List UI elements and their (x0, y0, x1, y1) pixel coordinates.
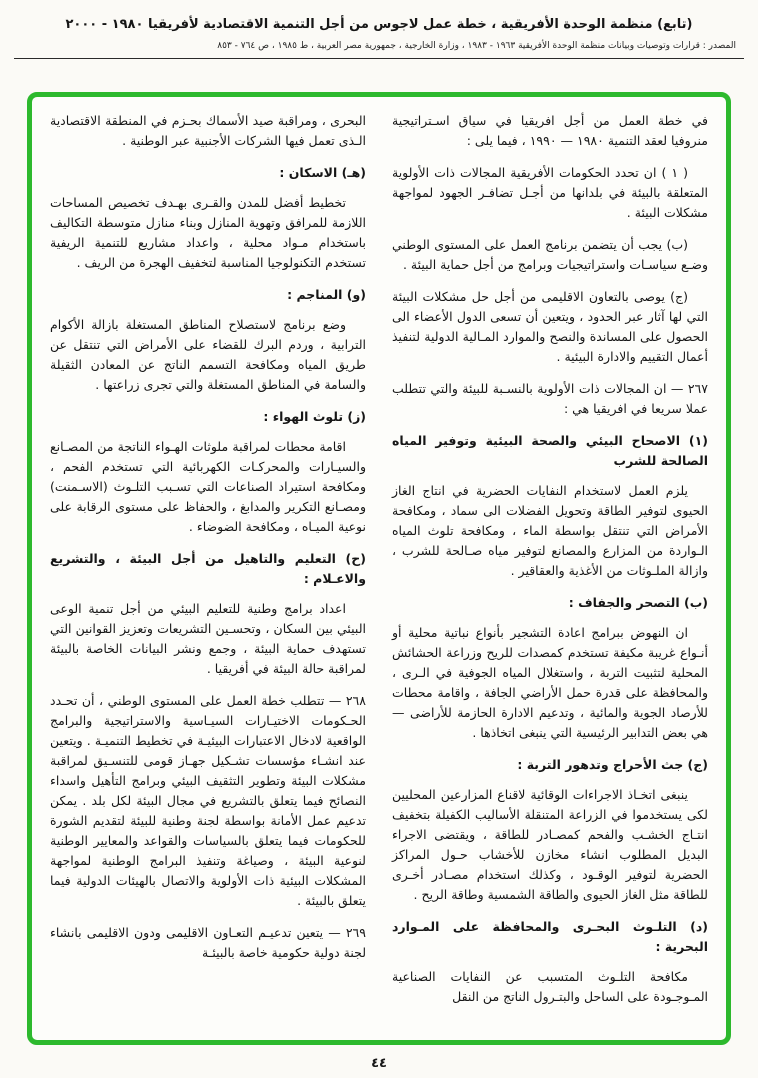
content-frame (27, 92, 731, 1045)
paragraph: تخطيط أفضل للمدن والقـرى بهـدف تخصيص المساحات اللازمة للمرافق وتهوية المنازل وبناء منازل متوسطة التكاليف باستخدام مـواد محلية ، واعداد مشاريع للتنمية الريفية تستخدم التكنولوجيا المناسبة لتخفيف الهجرة من الريف . (50, 195, 366, 270)
header-divider (14, 58, 744, 59)
section-heading: (١) الاصحاح البيئي والصحة البيئية وتوفير المياه الصالحة للشرب (392, 433, 708, 468)
section-heading: (د) التلـوث البحـرى والمحافظة على المـوارد البحرية : (392, 919, 708, 954)
paragraph: في خطة العمل من أجل افريقيا في سياق اسـتراتيجية منروفيا لعقد التنمية ١٩٨٠ — ١٩٩٠ ، فيما يلى : (392, 113, 708, 148)
paragraph: (ب) يجب أن يتضمن برنامج العمل على المستوى الوطني وضـع سياسـات واستراتيجيات وبرامج من أجل حماية البيئة . (392, 237, 708, 272)
page-header (0, 0, 758, 59)
paragraph: ( ١ ) ان تحدد الحكومات الأفريقية المجالات ذات الأولوية المتعلقة بالبيئة في بلدانها من أجـل تضافـر الجهود لمواجهة مشكلات البيئة . (392, 165, 708, 220)
section-heading: (ب) التصحر والجفاف : (568, 595, 708, 610)
paragraph: (ج) يوصى بالتعاون الاقليمى من أجل حل مشكلات البيئة التي لها آثار عبر الحدود ، ويتعين أن تسعى الدول الأعضاء الى الحصول على المساندة والنصح والموارد المـالية الدولية لتنفيذ أعمال التقييم والادارة البيئية . (392, 289, 708, 364)
source-line: المصدر : قرارات وتوصيات وبيانات منظمة الوحدة الأفريقية ١٩٦٣ - ١٩٨٣ ، وزارة الخارجية ، جمهورية مصر العربية ، ط ١٩٨٥ ، ص ٧٦٤ - ٨٥٣ (217, 41, 736, 52)
paragraph: ٢٦٨ — تتطلب خطة العمل على المستوى الوطني ، أن تحـدد الحـكومات الاختيـارات السيـاسية والاستراتيجية والبرامج الواقعية لادخال الاعتبارات البيئيـة في تخطيط التنميـة . ويتعين عند انشـاء مؤسسات تشـكيل جهـاز قومى للتنسـيق لمراقبة مشكلات البيئة وتطوير التثقيف البيئي وبرامج التأهيل واسداء النصائح فيما يتعلق بالتشريع في مجال البيئة لكل بلد . يمكن تدعيم عمل الأمانة بواسطة لجنة وطنية للبيئة لتقديم الشورة للحكومات فيما يتعلق بالسياسات والقواعد والمعايير الوطنية لنوعية البيئة ، وصياغة وتنفيذ البرامج الوطنية لمواجهة المشكلات البيئية ذات الأولوية والاتصال بالهيئات الدولية فيما يتعلق بالبيئة . (50, 693, 366, 908)
section-heading: (و) المناجم : (287, 287, 366, 302)
paragraph: وضع برنامج لاستصلاح المناطق المستغلة بازالة الأكوام الترابية ، وردم البرك للقضاء على الأمراض التي تنتقل عن طريق المياه ومكافحة التسمم الناتج عن المعادن الثقيلة والسامة في المناطق المستغلة والتي تجرى زراعتها . (50, 317, 366, 392)
paragraph: ٢٦٩ — يتعين تدعيـم التعـاون الاقليمى ودون الاقليمى بانشاء لجنة دولية حكومية خاصة بالبيئـة (50, 925, 366, 960)
column-right (392, 111, 708, 1026)
section-heading: (ج) جث الأحراج وتدهور التربة : (517, 757, 708, 772)
paragraph: اعداد برامج وطنية للتعليم البيئي من أجل تنمية الوعى البيئي بين السكان ، وتحسـين التشريعات وتعزيز القوانين التي تستهدف حماية البيئة ، وجمع ونشر البيانات الخاصة بالبيئة لمراقبة حالة البيئة في أفريقيا . (50, 601, 366, 676)
paragraph: يلزم العمل لاستخدام النفايات الحضرية في انتاج الغاز الحيوى لتوفير الطاقة وتحويل الفضلات الى سماد ، ومكافحة الأمراض التي تنتقل بواسطة الماء ، ومكافحة تلوث المياه الـواردة من المزارع والمصانع لتوفير مياه صـالحة للشرب ، وازالة الملـوثات من الأغذية والعقاقير . (392, 483, 708, 578)
section-heading: (هـ) الاسكان : (279, 165, 366, 180)
paragraph: مكافحة التلـوث المتسبب عن النفايات الصناعية المـوجـودة على الساحل والبتـرول الناتج من النقل (392, 969, 708, 1004)
page-number: ٤٤ (371, 1056, 387, 1071)
paragraph: ان النهوض ببرامج اعادة التشجير بأنواع نباتية محلية أو أنـواع غريبة مكيفة تستخدم كمصدات للريح وزراعة الحشائش المحلية لتثبيت التربة ، واستغلال المياه الجوفية في الـرى ، والمحافظة على قدرة حمل الأراضي الجافة ، واقامة محطات للأرصاد الجوية والمائية ، وتدعيم الادارة الحازمة للأراضى — هي بعض التدابير الرئيسية التي ينبغى اتخاذها . (392, 625, 708, 740)
column-left (50, 111, 366, 1026)
section-heading: (ح) التعليم والتاهيل من أجل البيئة ، والتشريع والاعـلام : (50, 551, 366, 586)
section-heading: (ز) تلوث الهواء : (263, 409, 366, 424)
paragraph: اقامة محطات لمراقبة ملوثات الهـواء الناتجة من المصـانع والسيـارات والمحركـات الكهربائية التي تستخدم الفحم ، ومكافحة استيراد الصناعات التي تسـبب التلـوث (الاسـمنت) ومصـانع التكرير والمدابغ ، والحفاظ على مستوى الرقابة على نوعية الميـاه ، ومكافحة الضوضاء . (50, 439, 366, 534)
document-title: (تابع) منظمة الوحدة الأفريقية ، خطة عمل لاجوس من أجل التنمية الاقتصادية لأفريقيا ١٩٨٠ - ٢٠٠٠ (65, 17, 693, 32)
paragraph: ينبغى اتخـاذ الاجراءات الوقائية لاقناع المزارعين المحليين لكى يستخدموا في الزراعة المتنقلة الأساليب الكفيلة بتخفيف انتـاج الخشـب والفحم كمصـادر للطاقة ، ويقتضى الاجراء البديل المطلوب انشاء مخازن للأخشاب حـول المراكز الحضرية لتوفير الوقـود ، وكذلك استخدام مصـادر أخـرى للطاقة مثل الغاز الحيوى والطاقة الشمسية وطاقة الريح . (392, 787, 708, 902)
paragraph: البحرى ، ومراقبة صيد الأسماك بحـزم في المنطقة الاقتصادية الـذى تعمل فيها الشركات الأجنبية عبر الوطنية . (50, 113, 366, 148)
paragraph: ٢٦٧ — ان المجالات ذات الأولوية بالنسـبة للبيئة والتي تتطلب عملا سريعا في افريقيا هي : (392, 381, 708, 416)
